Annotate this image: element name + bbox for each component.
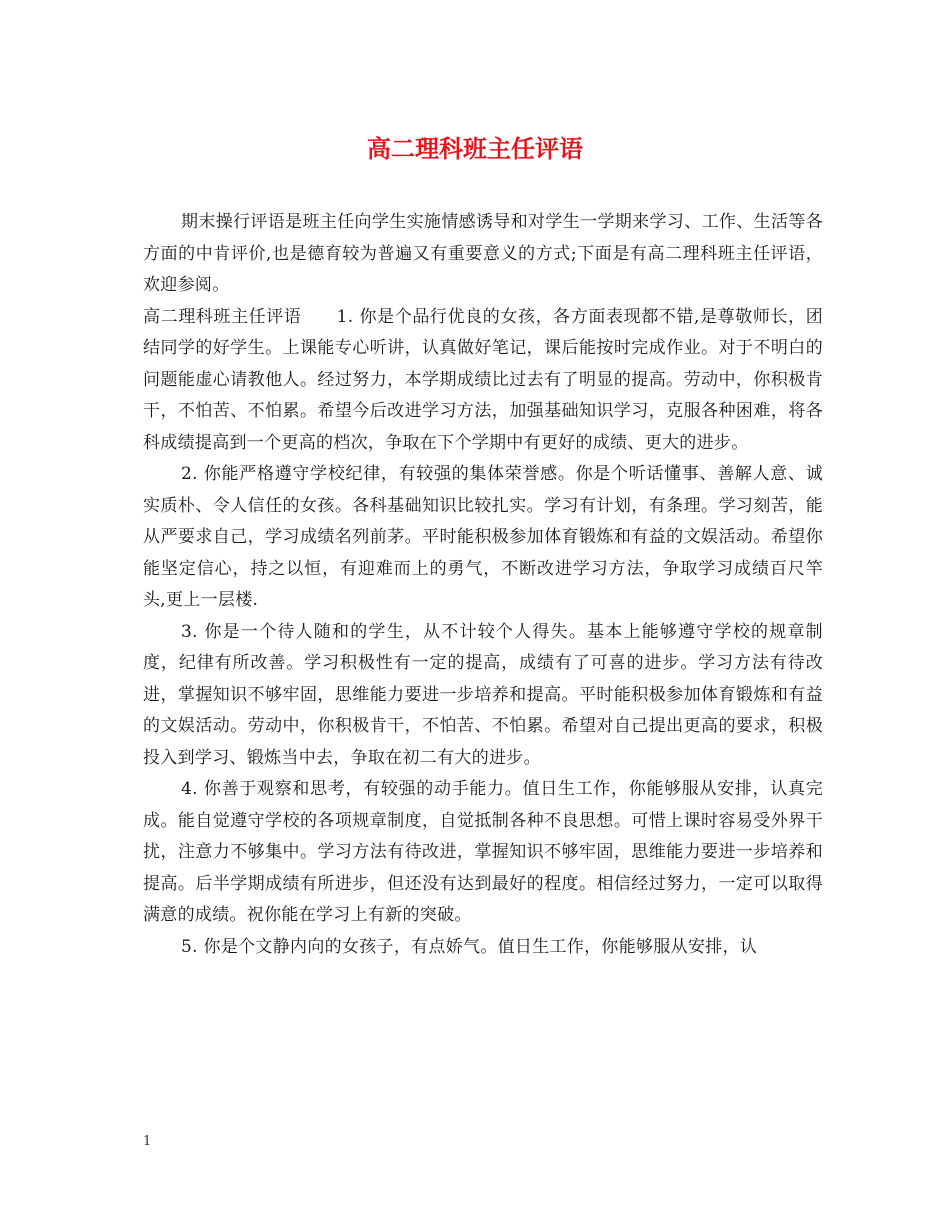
page-number: 1 [143, 1134, 152, 1149]
comment-paragraph-5: 5. 你是个文静内向的女孩子，有点娇气。值日生工作，你能够服从安排，认 [181, 936, 758, 957]
intro-paragraph: 期末操行评语是班主任向学生实施情感诱导和对学生一学期来学习、工作、生活等各方面的中肯评价,也是德育较为普遍又有重要意义的方式;下面是有高二理科班主任评语，欢迎参阅。 [143, 212, 823, 295]
comment-paragraph-3: 3. 你是一个待人随和的学生，从不计较个人得失。基本上能够遵守学校的规章制度，纪律有所改善。学习积极性有一定的提高，成绩有了可喜的进步。学习方法有待改进，掌握知识不够牢固，思维能力要进一步培养和提高。平时能积极参加体育锻炼和有益的文娱活动。劳动中，你积极肯干，不怕苦、不怕累。希望对自己提出更高的要求，积极投入到学习、锻炼当中去，争取在初二有大的进步。 [143, 621, 823, 768]
document-title: 高二理科班主任评语 [367, 134, 583, 163]
comment-paragraph-1: 高二理科班主任评语 1. 你是个品行优良的女孩，各方面表现都不错,是尊敬师长，团结同学的好学生。上课能专心听讲，认真做好笔记，课后能按时完成作业。对于不明白的问题能虚心请教他人。经过努力，本学期成绩比过去有了明显的提高。劳动中，你积极肯干，不怕苦、不怕累。希望今后改进学习方法，加强基础知识学习，克服各种困难，将各科成绩提高到一个更高的档次，争取在下个学期中有更好的成绩、更大的进步。 [143, 306, 823, 453]
comment-paragraph-2: 2. 你能严格遵守学校纪律，有较强的集体荣誉感。你是个听话懂事、善解人意、诚实质朴、令人信任的女孩。各科基础知识比较扎实。学习有计划，有条理。学习刻苦，能从严要求自己，学习成绩名列前茅。平时能积极参加体育锻炼和有益的文娱活动。希望你能坚定信心，持之以恒，有迎难而上的勇气，不断改进学习方法，争取学习成绩百尺竿头,更上一层楼. [143, 464, 823, 610]
comment-paragraph-4: 4. 你善于观察和思考，有较强的动手能力。值日生工作，你能够服从安排，认真完成。能自觉遵守学校的各项规章制度，自觉抵制各种不良思想。可惜上课时容易受外界干扰，注意力不够集中。学习方法有待改进，掌握知识不够牢固，思维能力要进一步培养和提高。后半学期成绩有所进步，但还没有达到最好的程度。相信经过努力，一定可以取得满意的成绩。祝你能在学习上有新的突破。 [143, 779, 823, 925]
document-body [143, 207, 823, 963]
